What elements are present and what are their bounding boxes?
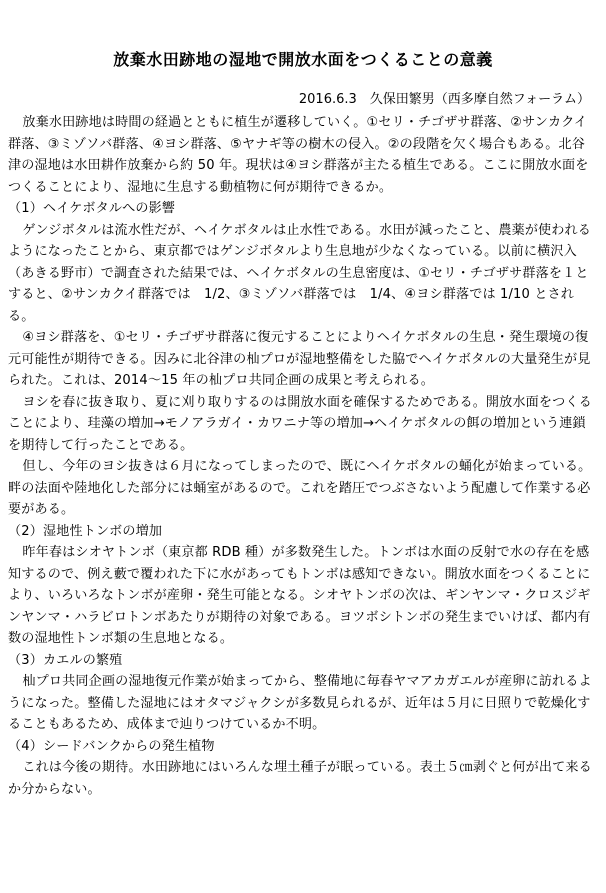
document-title: 放棄水田跡地の湿地で開放水面をつくることの意義 <box>113 50 493 69</box>
section-heading-seedbank: （4）シードバンクからの発生植物 <box>8 738 215 754</box>
section-heading-fireflies: （1）ヘイケボタルへの影響 <box>8 201 176 216</box>
paragraph: 杣プロ共同企画の湿地復元作業が始まってから、整備地に毎春ヤマアカガエルが産卵に訪れるようになった。整備した湿地にはオタマジャクシが多数見られるが、近年は５月に日照りで乾燥化することもあるため、成体まで辿りつけているか不明。 <box>8 674 592 732</box>
paragraph: ヨシを春に抜き取り、夏に刈り取りするのは開放水面を確保するためである。開放水面をつくることにより、珪藻の増加→モノアラガイ・カワニナ等の増加→ヘイケボタルの餌の増加という連鎖を期待して行ったことである。 <box>8 394 592 453</box>
paragraph: ④ヨシ群落を、①セリ・チゴザサ群落に復元することによりヘイケボタルの生息・発生環境の復元可能性が期待できる。因みに北谷津の杣プロが湿地整備をした脇でヘイケボタルの大量発生が見られた。これは、2014～15 年の杣プロ共同企画の成果と考えられる。 <box>8 330 591 388</box>
document-body <box>8 112 598 800</box>
paragraph: これは今後の期待。水田跡地にはいろんな埋土種子が眠っている。表土５㎝剥ぐと何が出て来るか分からない。 <box>8 760 592 797</box>
section-heading-frogs: （3）カエルの繁殖 <box>8 652 123 668</box>
paragraph: 但し、今年のヨシ抜きは６月になってしまったので、既にヘイケボタルの蛹化が始まっている。畔の法面や陸地化した部分には蛹室があるので。これを踏圧でつぶさないよう配慮して作業する必要がある。 <box>8 459 592 517</box>
section-heading-dragonflies: （2）湿地性トンボの増加 <box>8 523 163 539</box>
intro-paragraph: 放棄水田跡地は時間の経過とともに植生が遷移していく。①セリ・チゴザサ群落、②サンカクイ群落、③ミゾソバ群落、④ヨシ群落、⑤ヤナギ等の樹木の侵入。②の段階を欠く場合もある。北谷津の湿地は水田耕作放棄から約 50 年。現状は④ヨシ群落が主たる植生である。ここに開放水面をつくることにより、湿地に生息する動植物に何が期待できるか。 <box>8 115 589 195</box>
paragraph: ゲンジボタルは流水性だが、ヘイケボタルは止水性である。水田が減ったこと、農薬が使われるようになったことから、東京都ではゲンジボタルより生息地が少なくなっている。以前に横沢入（あきる野市）で調査された結果では、ヘイケボタルの生息密度は、①セリ・チゴザサ群落を１とすると、②サンカクイ群落では 1/2、③ミゾソバ群落では 1/4、④ヨシ群落では 1/10 とされる。 <box>8 222 592 324</box>
author-line: 2016.6.3 久保田繁男（西多摩自然フォーラム） <box>298 92 590 107</box>
paragraph: 昨年春はシオヤトンボ（東京都 RDB 種）が多数発生した。トンボは水面の反射で水の存在を感知するので、例え藪で覆われた下に水があってもトンボは感知できない。開放水面をつくることにより、いろいろなトンボが産卵・発生可能となる。シオヤトンボの次は、ギンヤンマ・クロスジギンヤンマ・ハラビロトンボあたりが期待の対象である。ヨツボシトンボの発生までいけば、都内有数の湿地性トンボ類の生息地となる。 <box>8 545 591 646</box>
